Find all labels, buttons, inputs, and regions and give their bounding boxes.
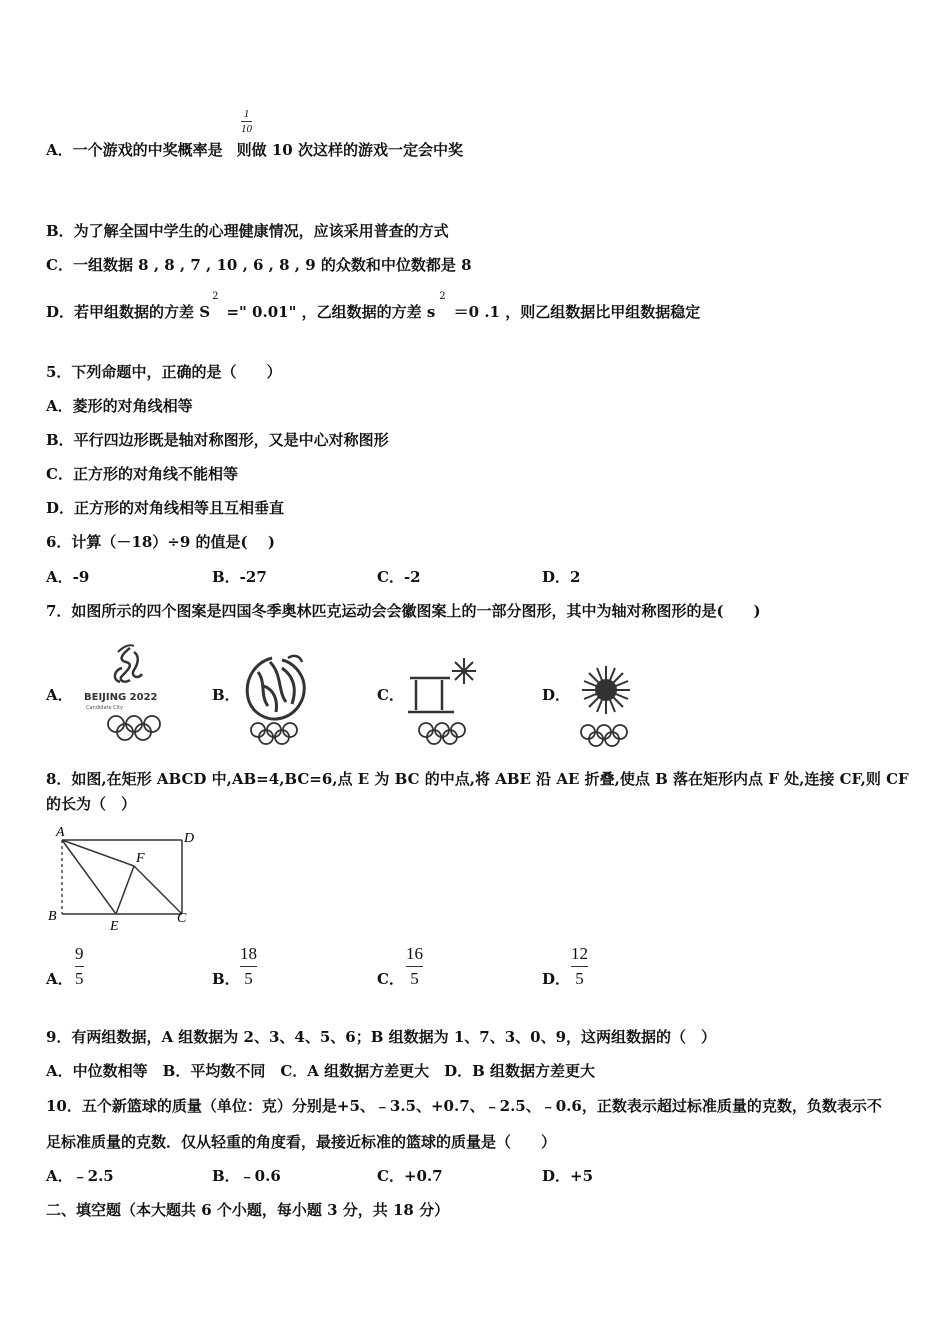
q10-option-d: D．+5 — [542, 1167, 594, 1185]
q8-label-a: A — [56, 825, 65, 840]
q4-option-b: B．为了解全国中学生的心理健康情况，应该采用普查的方式 — [46, 222, 449, 240]
q8-option-a-denominator: 5 — [75, 969, 84, 988]
q7-logo-b-olympic-rings-icon — [251, 723, 297, 744]
q8-label-e: E — [110, 919, 119, 934]
q5-option-a: A．菱形的对角线相等 — [46, 397, 193, 415]
q9-options: A．中位数相等 B．平均数不同 C．A 组数据方差更大 D．B 组数据方差更大 — [46, 1062, 596, 1080]
q7-logo-d-olympic-rings-icon — [581, 725, 627, 746]
q4-a-fraction-numerator: 1 — [243, 108, 250, 120]
q6-stem: 6．计算（－18）÷9 的值是( ) — [46, 533, 275, 551]
q7-logo-a — [78, 640, 188, 745]
q8-option-c-fraction — [406, 944, 423, 989]
q9-stem: 9．有两组数据，A 组数据为 2、3、4、5、6；B 组数据为 1、7、3、0、9，这两组数据的（ ） — [46, 1028, 717, 1046]
q7-option-d: D． — [542, 686, 571, 704]
q5-option-c: C．正方形的对角线不能相等 — [46, 465, 238, 483]
q6-option-d: D．2 — [542, 568, 581, 586]
q4-option-c: C．一组数据 8 , 8 , 7 , 10 , 6 , 8 , 9 的众数和中位数都是 8 — [46, 256, 472, 274]
q5-stem: 5．下列命题中，正确的是（ ） — [46, 363, 282, 381]
q8-option-b: B． — [212, 970, 240, 988]
q6-option-b: B．-27 — [212, 568, 267, 586]
q8-label-f: F — [136, 851, 145, 866]
q10-option-b: B．﹣0.6 — [212, 1167, 281, 1185]
q5-option-d: D．正方形的对角线相等且互相垂直 — [46, 499, 285, 517]
section-2-heading: 二、填空题（本大题共 6 个小题，每小题 3 分，共 18 分） — [46, 1201, 450, 1219]
q8-option-d-fraction — [571, 944, 588, 989]
q7-logo-b — [238, 652, 318, 747]
q7-logo-a-subtext: Candidate City — [86, 705, 123, 711]
q4-option-d-sup1: 2 — [212, 291, 219, 302]
q10-stem-line2: 足标准质量的克数．仅从轻重的角度看，最接近标准的篮球的质量是（ ） — [46, 1133, 557, 1151]
q7-logo-c-star-icon — [452, 658, 476, 684]
q7-option-a: A． — [46, 686, 73, 704]
q7-logo-d-snowflake-icon — [582, 666, 630, 714]
q10-stem-line1: 10．五个新篮球的质量（单位：克）分别是+5、﹣3.5、+0.7、﹣2.5、﹣0.6，正数表示超过标准质量的克数，负数表示不 — [46, 1097, 882, 1115]
q8-option-a-numerator: 9 — [75, 944, 84, 963]
q10-option-c: C．+0.7 — [377, 1167, 443, 1185]
q7-stem: 7．如图所示的四个图案是四国冬季奥林匹克运动会会徽图案上的一部分图形，其中为轴对称图形的是( ) — [46, 602, 761, 620]
q5-option-b: B．平行四边形既是轴对称图形，又是中心对称图形 — [46, 431, 389, 449]
q6-option-a: A．-9 — [46, 568, 90, 586]
q8-option-b-denominator: 5 — [244, 969, 253, 988]
q8-label-b: B — [48, 909, 57, 924]
q7-option-c: C． — [377, 686, 404, 704]
q7-logo-d — [572, 660, 642, 750]
q8-option-c-denominator: 5 — [410, 969, 419, 988]
q8-label-c: C — [177, 911, 187, 926]
q4-option-d-mid: =" 0.01" ，乙组数据的方差 s — [226, 303, 436, 321]
q4-option-d-sup2: 2 — [439, 291, 446, 302]
q7-option-b: B． — [212, 686, 240, 704]
q10-option-a: A．﹣2.5 — [46, 1167, 114, 1185]
q4-option-a-prefix: A．一个游戏的中奖概率是 — [46, 141, 223, 159]
q8-option-c: C． — [377, 970, 404, 988]
q4-option-d — [46, 291, 701, 325]
q6-option-c: C．-2 — [377, 568, 421, 586]
q8-option-a-fraction — [75, 944, 84, 989]
q4-option-d-suffix: ＝0 .1 ，则乙组数据比甲组数据稳定 — [453, 303, 701, 321]
q4-option-d-prefix: D．若甲组数据的方差 S — [46, 303, 211, 321]
q8-option-d-numerator: 12 — [571, 944, 588, 963]
q7-logo-a-olympic-rings-icon — [108, 716, 160, 740]
q8-option-a: A． — [46, 970, 73, 988]
q7-logo-c-olympic-rings-icon — [419, 723, 465, 744]
q4-a-fraction — [241, 108, 252, 135]
q8-option-d: D． — [542, 970, 571, 988]
q8-stem-line1: 8．如图,在矩形 ABCD 中,AB=4,BC=6,点 E 为 BC 的中点,将 ABE 沿 AE 折叠,使点 B 落在矩形内点 F 处,连接 CF,则 CF — [46, 770, 909, 788]
q7-logo-a-text: BEIJING 2022 — [84, 692, 158, 703]
q4-option-a — [46, 140, 463, 160]
q8-stem-line2: 的长为（ ） — [46, 795, 137, 813]
q4-option-a-suffix: 则做 10 次这样的游戏一定会中奖 — [236, 141, 463, 159]
q8-option-b-fraction — [240, 944, 257, 989]
q8-rectangle-diagram — [46, 822, 206, 934]
q4-a-fraction-denominator: 10 — [241, 123, 252, 135]
q8-option-b-numerator: 18 — [240, 944, 257, 963]
q7-logo-c — [406, 656, 486, 748]
q8-option-c-numerator: 16 — [406, 944, 423, 963]
q8-option-d-denominator: 5 — [575, 969, 584, 988]
q8-label-d: D — [184, 831, 195, 846]
